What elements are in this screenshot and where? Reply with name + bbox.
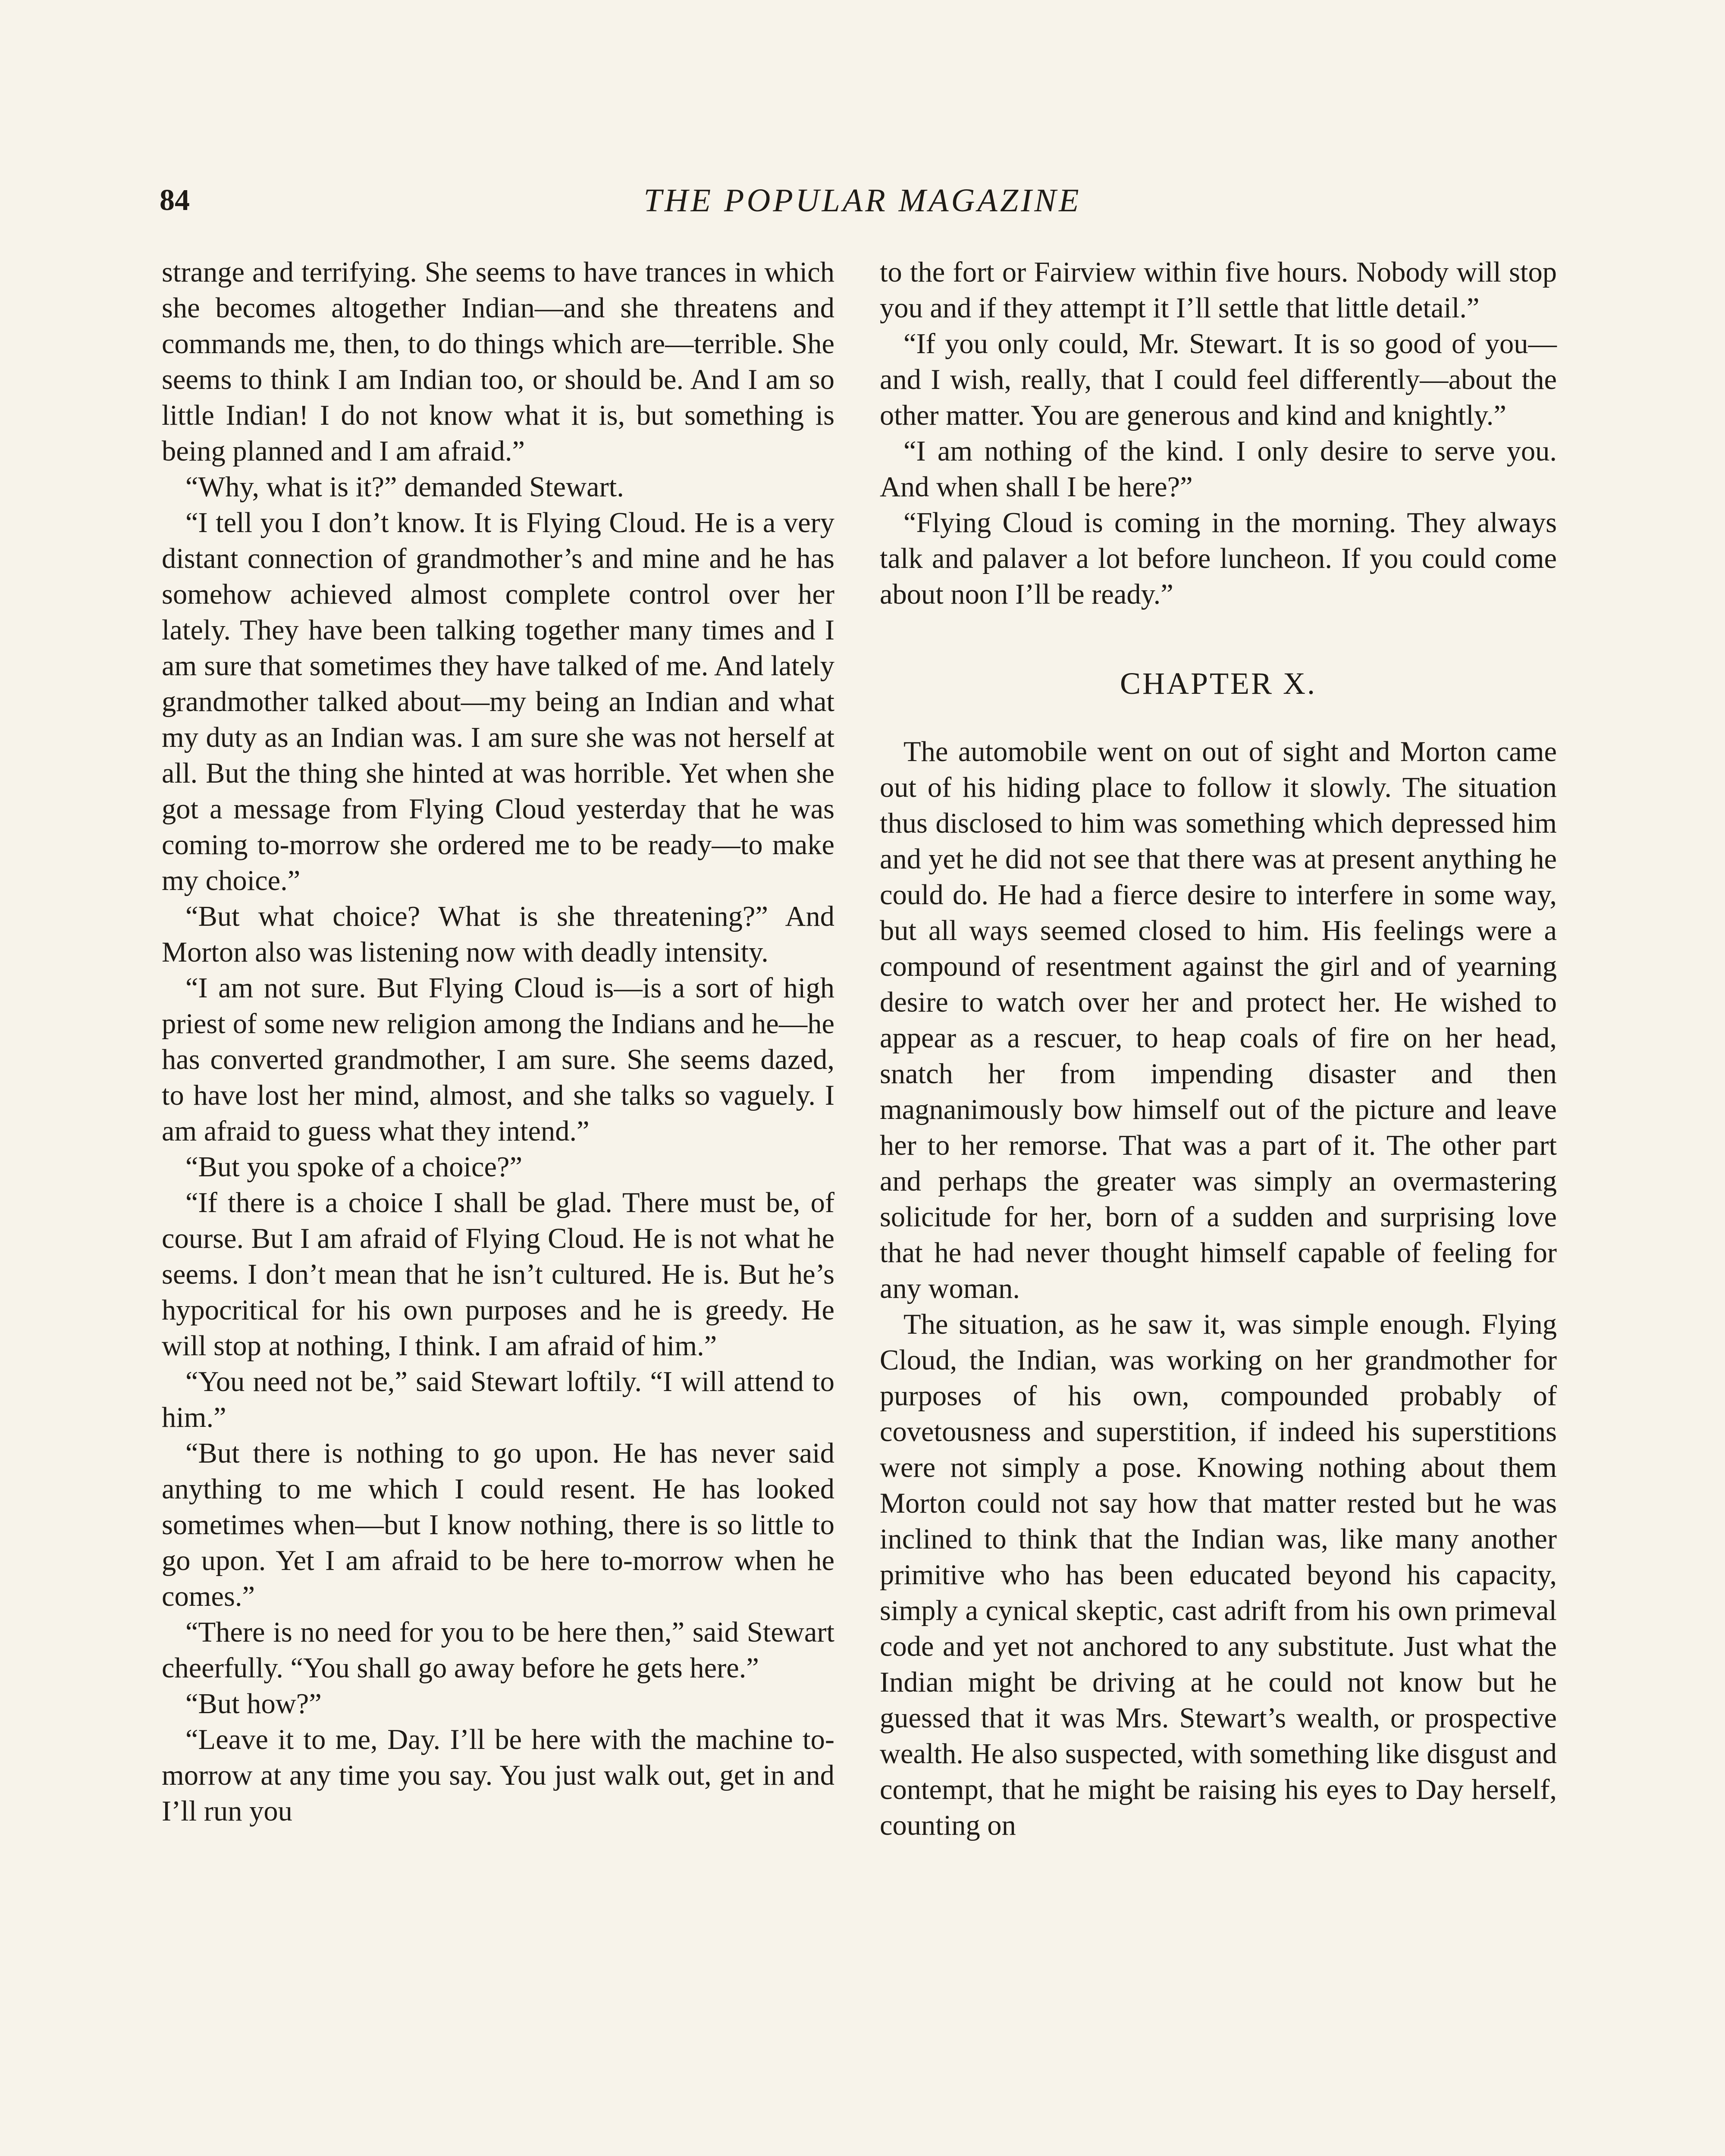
- left-column: [162, 254, 834, 1829]
- paragraph: “Why, what is it?” demanded Stewart.: [185, 471, 624, 503]
- paragraph: “If there is a choice I shall be glad. There must be, of course. But I am afraid of Flying Cloud. He is not what he seems. I don’t mean that he isn’t cultured. He is. But he’s hypocritical for his own purposes and he is greedy. He will stop at nothing, I think. I am afraid of him.”: [162, 1187, 834, 1362]
- paragraph: strange and terrifying. She seems to have trances in which she becomes altogether Indian—and she threatens and commands me, then, to do things which are—terrible. She seems to think I am Indian too, or should be. And I am so little Indian! I do not know what it is, but something is being planned and I am afraid.”: [162, 257, 834, 467]
- paragraph: “I am nothing of the kind. I only desire to serve you. And when shall I be here?”: [880, 436, 1557, 503]
- paragraph: “But how?”: [185, 1688, 322, 1720]
- paragraph: The situation, as he saw it, was simple enough. Flying Cloud, the Indian, was working on her grandmother for purposes of his own, compounded probably of covetousness and superstition, if indeed his superstitions were not simply a pose. Knowing nothing about them Morton could not say how that matter rested but he was inclined to think that the Indian was, like many another primitive who has been educated beyond his capacity, simply a cynical skeptic, cast adrift from his own primeval code and yet not anchored to any substitute. Just what the Indian might be driving at he could not know but he guessed that it was Mrs. Stewart’s wealth, or prospective wealth. He also suspected, with something like disgust and contempt, that he might be raising his eyes to Day herself, counting on: [880, 1309, 1557, 1841]
- paragraph: “I tell you I don’t know. It is Flying Cloud. He is a very distant connection of grandmother’s and mine and he has somehow achieved almost complete control over her lately. They have been talking together many times and I am sure that sometimes they have talked of me. And lately grandmother talked about—my being an Indian and what my duty as an Indian was. I am sure she was not herself at all. But the thing she hinted at was horrible. Yet when she got a message from Flying Cloud yesterday that he was coming to-morrow she ordered me to be ready—to make my choice.”: [162, 507, 834, 896]
- paragraph: “But you spoke of a choice?”: [185, 1151, 523, 1183]
- paragraph: to the fort or Fairview within five hours. Nobody will stop you and if they attempt it I’ll settle that little detail.”: [880, 257, 1557, 324]
- chapter-heading: CHAPTER X.: [1120, 666, 1317, 701]
- paragraph: The automobile went on out of sight and Morton came out of his hiding place to follow it slowly. The situation thus disclosed to him was something which depressed him and yet he did not see that there was at present anything he could do. He had a fierce desire to interfere in some way, but all ways seemed closed to him. His feelings were a compound of resentment against the girl and of yearning desire to watch over her and protect her. He wished to appear as a rescuer, to heap coals of fire on her head, snatch her from impending disaster and then magnanimously bow himself out of the picture and leave her to her remorse. That was a part of it. The other part and perhaps the greater was simply an overmastering solicitude for her, born of a sudden and surprising love that he had never thought himself capable of feeling for any woman.: [880, 736, 1557, 1304]
- running-title: THE POPULAR MAGAZINE: [643, 182, 1082, 219]
- paragraph: “There is no need for you to be here then,” said Stewart cheerfully. “You shall go away before he gets here.”: [162, 1617, 834, 1684]
- paragraph: “You need not be,” said Stewart loftily. “I will attend to him.”: [162, 1366, 834, 1433]
- paragraph: “But what choice? What is she threatening?” And Morton also was listening now with deadly intensity.: [162, 901, 834, 968]
- paragraph: “If you only could, Mr. Stewart. It is so good of you—and I wish, really, that I could feel differently—about the other matter. You are generous and kind and knightly.”: [880, 328, 1557, 431]
- page-number: 84: [160, 184, 190, 217]
- paragraph: “Leave it to me, Day. I’ll be here with the machine to-morrow at any time you say. You just walk out, get in and I’ll run you: [162, 1724, 834, 1827]
- page-header: [160, 175, 1565, 226]
- right-column: [880, 254, 1557, 1843]
- paragraph: “Flying Cloud is coming in the morning. They always talk and palaver a lot before luncheon. If you could come about noon I’ll be ready.”: [880, 507, 1557, 610]
- paragraph: “But there is nothing to go upon. He has never said anything to me which I could resent. He has looked sometimes when—but I know nothing, there is so little to go upon. Yet I am afraid to be here to-morrow when he comes.”: [162, 1438, 834, 1612]
- paragraph: “I am not sure. But Flying Cloud is—is a sort of high priest of some new religion among the Indians and he—he has converted grandmother, I am sure. She seems dazed, to have lost her mind, almost, and she talks so vaguely. I am afraid to guess what they intend.”: [162, 972, 834, 1147]
